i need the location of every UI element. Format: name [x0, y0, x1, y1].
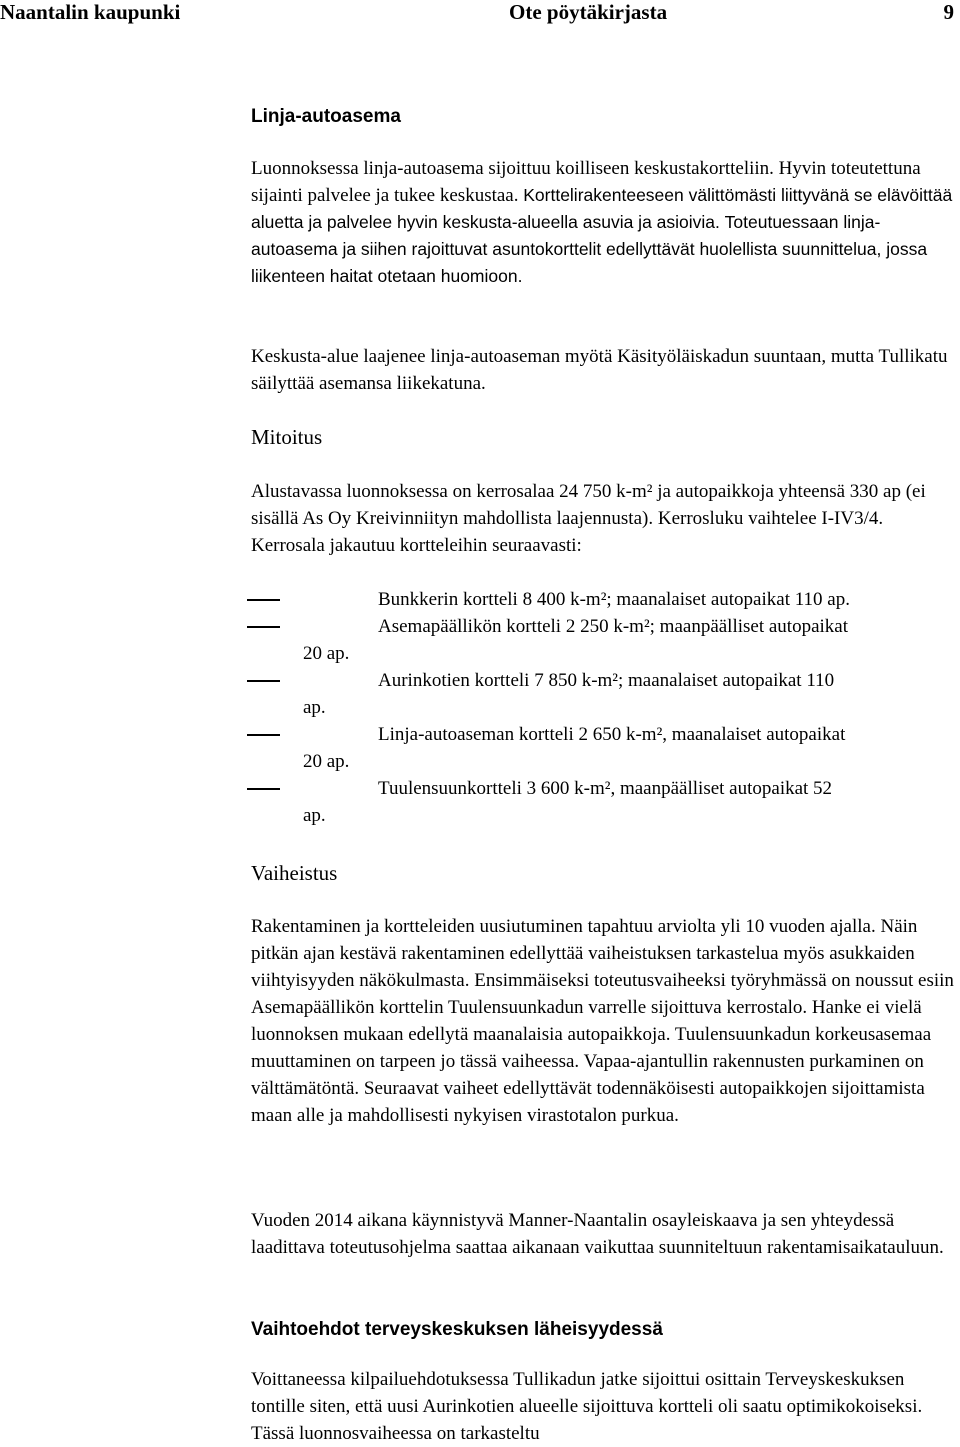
header-document-title: Ote pöytäkirjasta: [509, 0, 668, 24]
list-item: [0, 667, 960, 721]
list-item: [0, 775, 960, 829]
section-vaiheistus: [251, 860, 957, 887]
header-page-number: 9: [943, 0, 954, 24]
paragraph-mitoitus: [251, 478, 957, 559]
text-sans: Korttelirakenteeseen välittömästi liittyvänä se elävöittää aluetta ja palvelee hyvin keskusta-alueella asuvia ja asioivia.: [251, 185, 953, 232]
section-heading: Vaiheistus: [251, 861, 338, 885]
paragraph-text: Alustavassa luonnoksessa on kerrosalaa 24 750 k-m² ja autopaikkoja yhteensä 330 ap (ei sisällä As Oy Kreivinniityn mahdollista laajennusta). Kerrosluku vaihtelee I-IV3/4. Kerrosala jakautuu kortteleihin seuraavasti:: [251, 481, 926, 556]
list-item: [0, 613, 960, 667]
block-list: [0, 586, 960, 829]
paragraph-osayleiskaava: [251, 1207, 957, 1261]
paragraph-2: [251, 343, 957, 397]
list-item-continuation: 20 ap.: [303, 751, 350, 772]
section-heading: Vaihtoehdot terveyskeskuksen läheisyydessä: [251, 1319, 663, 1340]
list-item: [0, 721, 960, 775]
list-item-continuation: ap.: [303, 697, 326, 718]
paragraph-text: Keskusta-alue laajenee linja-autoaseman myötä Käsityöläiskadun suuntaan, mutta Tullikatu säilyttää asemansa liikekatuna.: [251, 346, 948, 394]
dash-bullet: [247, 599, 280, 601]
dash-bullet: [247, 788, 280, 790]
section-mitoitus: [251, 424, 957, 451]
list-item-continuation: 20 ap.: [303, 643, 350, 664]
header-organization: Naantalin kaupunki: [0, 0, 181, 24]
text-sans-2: Toteutuessaan linja-autoasema ja siihen rajoittuvat asuntokorttelit edellyttävät huolellista suunnittelua, jossa liikenteen haitat otetaan huomioon.: [251, 212, 928, 286]
list-item-text: Bunkkerin kortteli 8 400 k-m²; maanalaiset autopaikat 110 ap.: [378, 589, 850, 610]
page-header: [0, 0, 960, 30]
paragraph-text: [251, 155, 956, 290]
paragraph-text: Vuoden 2014 aikana käynnistyvä Manner-Naantalin osayleiskaava ja sen yhteydessä laadittava toteutusohjelma saattaa aikanaan vaikuttaa suunniteltuun rakentamisaikatauluun.: [251, 1210, 944, 1258]
paragraph-text: Voittaneessa kilpailuehdotuksessa Tullikadun jatke sijoittui osittain Terveyskeskuksen tontille siten, että uusi Aurinkotien alueelle sijoittuva kortteli oli saatu optimikokoiseksi. Tässä luonnosvaiheessa on tarkasteltu: [251, 1369, 923, 1444]
list-item-text: Tuulensuunkortteli 3 600 k-m², maanpäälliset autopaikat 52: [378, 778, 833, 799]
paragraph-1: [251, 155, 956, 290]
list-item-text: Asemapäällikön kortteli 2 250 k-m²; maanpäälliset autopaikat: [378, 616, 849, 637]
section-heading: Linja-autoasema: [251, 106, 401, 127]
section-heading: Mitoitus: [251, 425, 323, 449]
dash-bullet: [247, 680, 280, 682]
paragraph-text: Rakentaminen ja kortteleiden uusiutuminen tapahtuu arviolta yli 10 vuoden ajalla. Näin pitkän ajan kestävä rakentaminen edellyttää vaiheistuksen tarkastelua myös asukkaiden viihtyisyyden näkökulmasta. Ensimmäiseksi toteutusvaiheeksi työryhmässä on noussut esiin Asemapäällikön korttelin Tuulensuunkadun varrelle sijoittuva kerrostalo. Hanke ei vielä luonnoksen mukaan edellytä maanalaisia autopaikkoja. Tuulensuunkadun korkeusasemaa muuttaminen on tarpeen jo tässä vaiheessa. Vapaa-ajantullin rakennusten purkaminen on välttämätöntä. Seuraavat vaiheet edellyttävät todennäköisesti autopaikkojen sijoittamista maan alle ja mahdollisesti nykyisen virastotalon purkua.: [251, 916, 954, 1126]
section-vaihtoehdot: [251, 1316, 957, 1343]
list-item-continuation: ap.: [303, 805, 326, 826]
paragraph-vaihtoehdot: [251, 1366, 957, 1447]
list-item-text: Linja-autoaseman kortteli 2 650 k-m², maanalaiset autopaikat: [378, 724, 846, 745]
dash-bullet: [247, 626, 280, 628]
dash-bullet: [247, 734, 280, 736]
section-linja-autoasema: [251, 103, 957, 130]
paragraph-vaiheistus: [251, 913, 957, 1129]
list-item-text: Aurinkotien kortteli 7 850 k-m²; maanalaiset autopaikat 110: [378, 670, 835, 691]
text-serif: Luonnoksessa linja-autoasema sijoittuu koilliseen keskustakortteliin. Hyvin toteutettuna sijainti palvelee ja tukee keskustaa.: [251, 158, 921, 206]
